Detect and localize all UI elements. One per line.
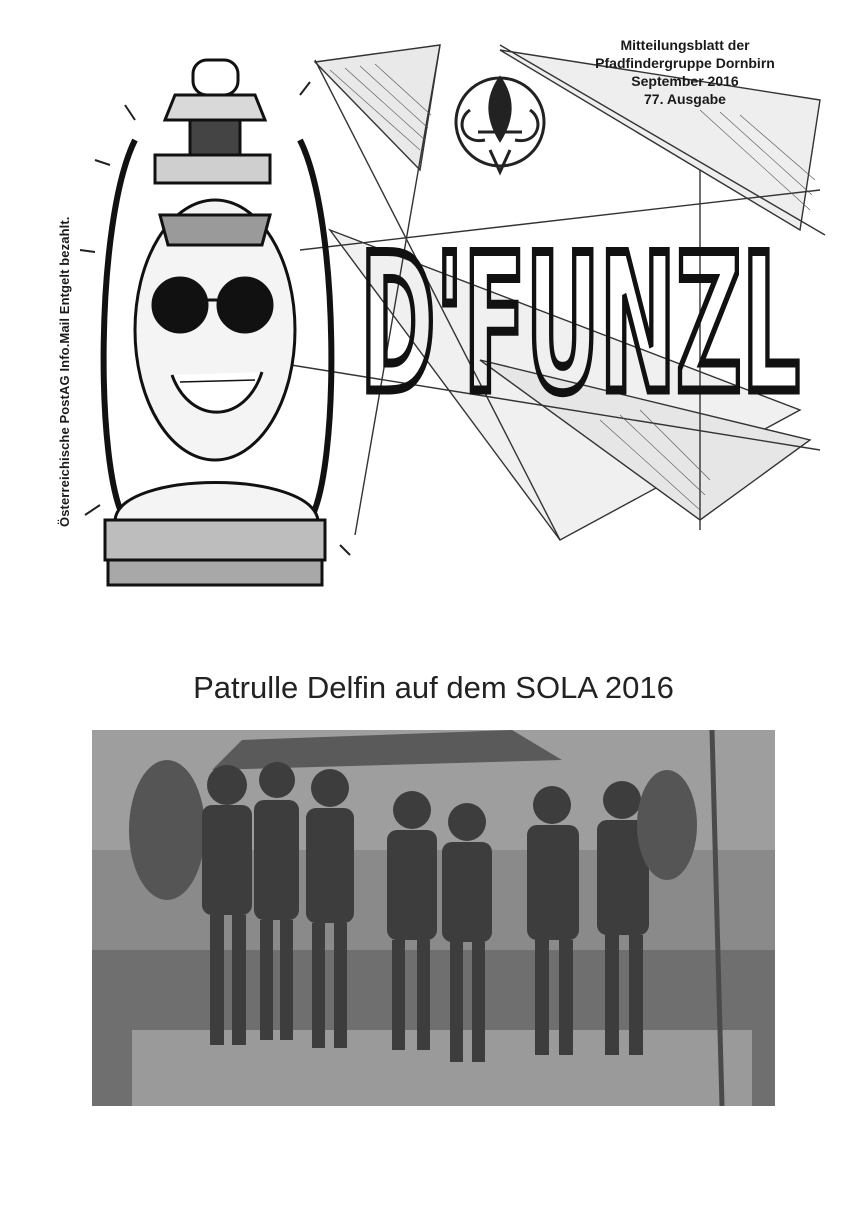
scouts-photo-image <box>92 730 775 1106</box>
postage-notice: Österreichische PostAG Info.Mail Entgelt bezahlt. <box>57 216 72 527</box>
issue-line-2: Pfadfindergruppe Dornbirn <box>595 55 775 71</box>
photo-caption: Patrulle Delfin auf dem SOLA 2016 <box>193 670 674 705</box>
issue-info <box>575 36 795 108</box>
issue-line-3: September 2016 <box>631 73 739 89</box>
cover-photo <box>92 730 775 1106</box>
fleur-de-lis-icon <box>456 78 544 172</box>
issue-line-4: 77. Ausgabe <box>644 91 726 107</box>
masthead-title-art <box>358 160 808 450</box>
masthead-title: D'FUNZL <box>360 214 800 435</box>
issue-line-1: Mitteilungsblatt der <box>620 37 750 53</box>
lantern-icon <box>104 60 332 585</box>
